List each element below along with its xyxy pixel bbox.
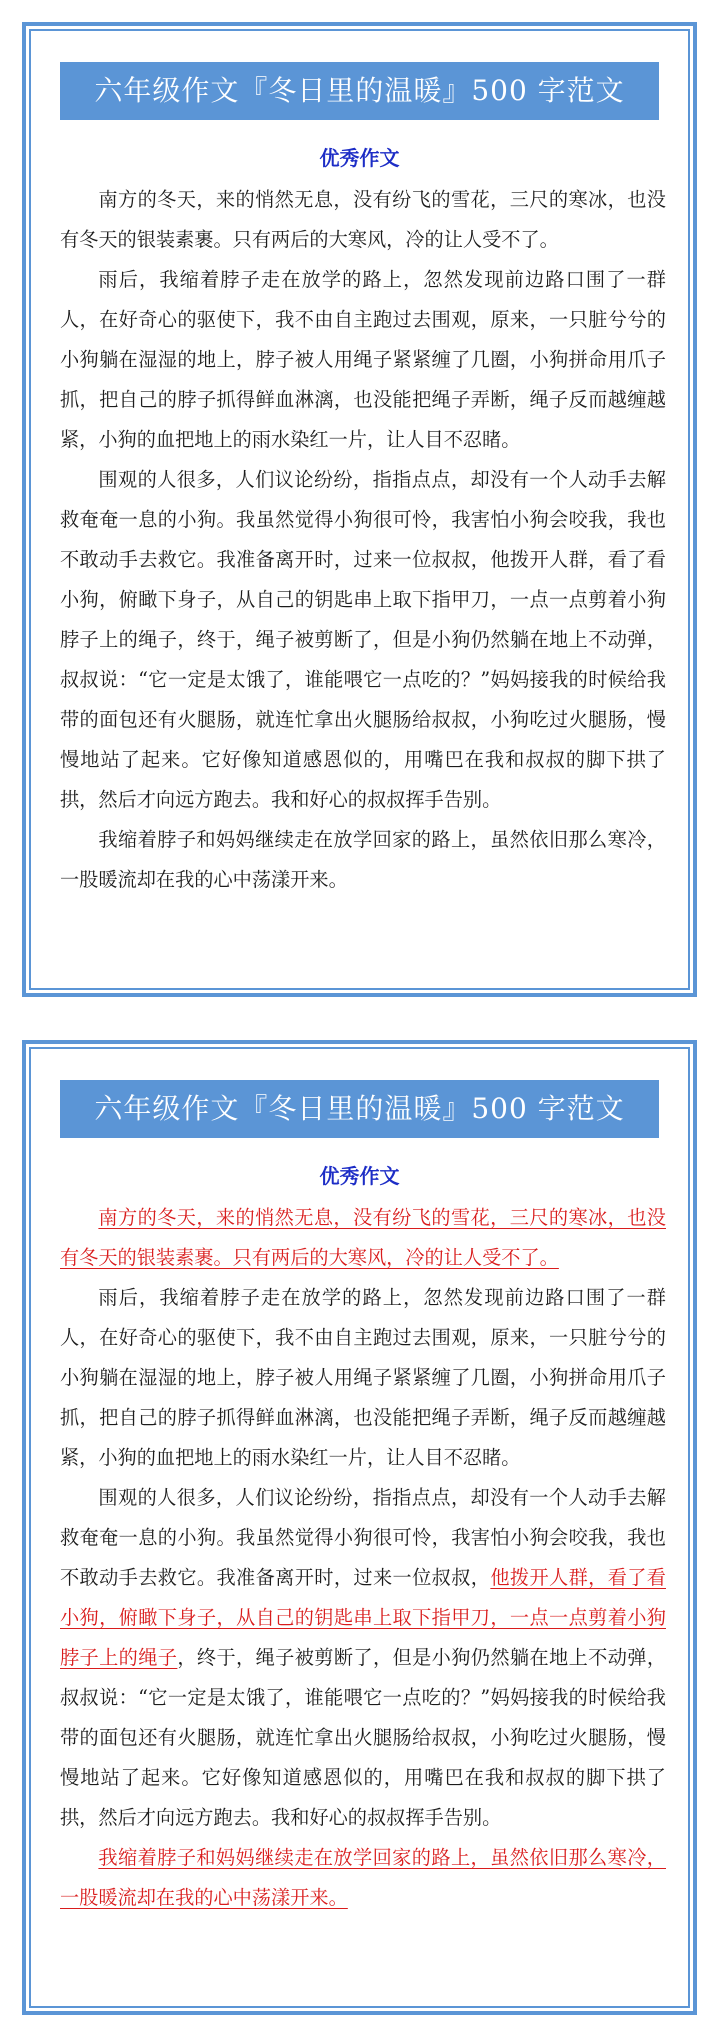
paragraph-4-highlighted [60,1838,666,1918]
essay-body [60,180,666,900]
paragraph-3-part-3: ，终于，绳子被剪断了，但是小狗仍然躺在地上不动弹，叔叔说：“它一定是太饿了，谁能喂它一点吃的？”妈妈接我的时候给我带的面包还有火腿肠，就连忙拿出火腿肠给叔叔，小狗吃过火腿肠，慢慢地站了起来。它好像知道感恩似的，用嘴巴在我和叔叔的脚下拱了拱，然后才向远方跑去。我和好心的叔叔挥手告别。 [60,628,667,811]
paragraph-3 [60,1478,666,1838]
highlighted-sentence: 我缩着脖子和妈妈继续走在放学回家的路上，虽然依旧那么寒冷，一股暖流却在我的心中荡漾开来。 [60,1846,666,1909]
paragraph-3-part-3: ，终于，绳子被剪断了，但是小狗仍然躺在地上不动弹，叔叔说：“它一定是太饿了，谁能喂它一点吃的？”妈妈接我的时候给我带的面包还有火腿肠，就连忙拿出火腿肠给叔叔，小狗吃过火腿肠，慢慢地站了起来。它好像知道感恩似的，用嘴巴在我和叔叔的脚下拱了拱，然后才向远方跑去。我和好心的叔叔挥手告别。 [60,1646,667,1829]
essay-body-annotated [60,1198,666,1918]
paragraph-2: 雨后，我缩着脖子走在放学的路上，忽然发现前边路口围了一群人，在好奇心的驱使下，我不由自主跑过去围观，原来，一只脏兮兮的小狗躺在湿湿的地上，脖子被人用绳子紧紧缠了几圈，小狗拼命用爪子抓，把自己的脖子抓得鲜血淋漓，也没能把绳子弄断，绳子反而越缠越紧，小狗的血把地上的雨水染红一片，让人目不忍睹。 [60,1286,666,1469]
highlighted-sentence: 南方的冬天，来的悄然无息，没有纷飞的雪花，三尺的寒冰，也没有冬天的银装素裹。只有两后的大寒风，冷的让人受不了。 [60,1206,666,1269]
paragraph-2: 雨后，我缩着脖子走在放学的路上，忽然发现前边路口围了一群人，在好奇心的驱使下，我不由自主跑过去围观，原来，一只脏兮兮的小狗躺在湿湿的地上，脖子被人用绳子紧紧缠了几圈，小狗拼命用爪子抓，把自己的脖子抓得鲜血淋漓，也没能把绳子弄断，绳子反而越缠越紧，小狗的血把地上的雨水染红一片，让人目不忍睹。 [60,268,666,451]
page-title: 六年级作文『冬日里的温暖』500 字范文 [60,62,659,120]
highlighted-sentence: 他拨开人群，看了看小狗，俯瞰下身子，从自己的钥匙串上取下指甲刀，一点一点剪着小狗脖子上的绳子 [60,1566,666,1669]
section-subtitle: 优秀作文 [319,146,400,170]
paragraph-1: 南方的冬天，来的悄然无息，没有纷飞的雪花，三尺的寒冰，也没有冬天的银装素裹。只有两后的大寒风，冷的让人受不了。 [60,188,666,251]
section-subtitle: 优秀作文 [319,1164,400,1188]
page-title: 六年级作文『冬日里的温暖』500 字范文 [60,1080,659,1138]
paragraph-4: 我缩着脖子和妈妈继续走在放学回家的路上，虽然依旧那么寒冷，一股暖流却在我的心中荡漾开来。 [60,828,666,891]
paragraph-3-part-2: 他拨开人群，看了看小狗，俯瞰下身子，从自己的钥匙串上取下指甲刀，一点一点剪着小狗脖子上的绳子 [60,548,666,651]
paragraph-3 [60,460,666,820]
paragraph-1-highlighted [60,1198,666,1278]
essay-card-annotated [22,1040,697,2015]
paragraph-3-part-1: 围观的人很多，人们议论纷纷，指指点点，却没有一个人动手去解救奄奄一息的小狗。我虽然觉得小狗很可怜，我害怕小狗会咬我，我也不敢动手去救它。我准备离开时，过来一位叔叔， [60,468,666,571]
paragraph-3-part-1: 围观的人很多，人们议论纷纷，指指点点，却没有一个人动手去解救奄奄一息的小狗。我虽然觉得小狗很可怜，我害怕小狗会咬我，我也不敢动手去救它。我准备离开时，过来一位叔叔， [60,1486,666,1589]
essay-card-plain [22,22,697,997]
